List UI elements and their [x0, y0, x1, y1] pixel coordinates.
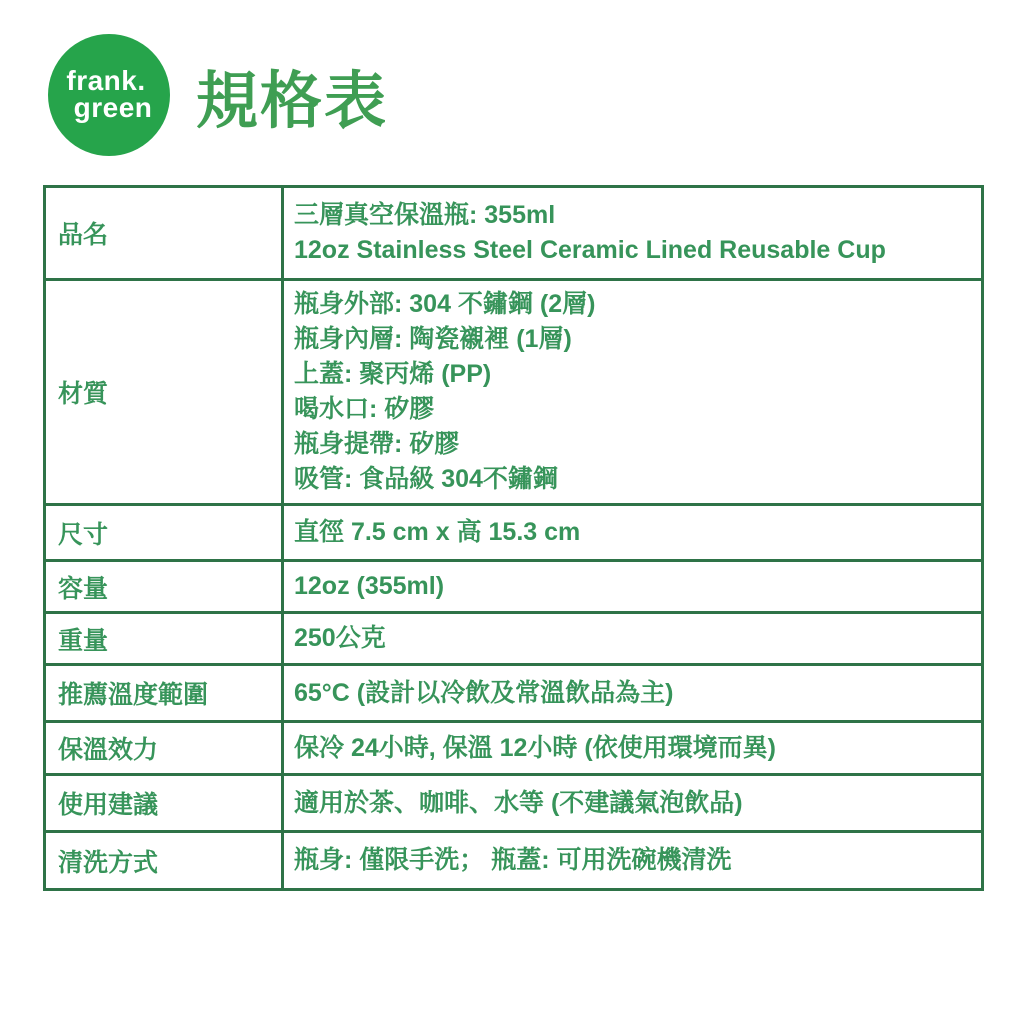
spec-value	[283, 832, 983, 890]
logo-text-frank: frank.	[66, 65, 146, 97]
spec-value	[283, 187, 983, 280]
spec-value	[283, 280, 983, 505]
spec-value-line: 保冷 24小時, 保溫 12小時 (依使用環境而異)	[294, 733, 776, 762]
spec-value-line: 12oz (355ml)	[294, 572, 445, 600]
spec-value-line: 喝水口: 矽膠	[294, 395, 435, 423]
spec-value-line: 吸管: 食品級 304不鏽鋼	[294, 465, 558, 493]
header	[48, 34, 388, 156]
spec-value-line: 適用於茶、咖啡、水等 (不建議氣泡飲品)	[294, 788, 743, 817]
spec-label: 重量	[45, 613, 283, 665]
spec-label: 品名	[45, 187, 283, 280]
spec-row-weight	[45, 613, 983, 665]
spec-row-cleaning	[45, 832, 983, 890]
spec-row-materials	[45, 280, 983, 505]
spec-value	[283, 665, 983, 722]
spec-value-line: 直徑 7.5 cm x 高 15.3 cm	[294, 518, 581, 546]
spec-value-line: 上蓋: 聚丙烯 (PP)	[294, 360, 492, 388]
logo-text-green: green	[73, 92, 153, 123]
spec-value-line: 瓶身外部: 304 不鏽鋼 (2層)	[294, 290, 596, 318]
spec-value	[283, 613, 983, 665]
spec-label: 材質	[45, 280, 283, 505]
spec-value-line: 瓶身: 僅限手洗； 瓶蓋: 可用洗碗機清洗	[294, 846, 732, 874]
spec-row-usage-advice	[45, 775, 983, 832]
page-title: 規格表	[196, 66, 389, 136]
spec-label: 容量	[45, 561, 283, 613]
spec-value	[283, 505, 983, 561]
spec-value-line: 三層真空保溫瓶: 355ml	[294, 201, 556, 229]
spec-value	[283, 775, 983, 832]
spec-row-temperature-range	[45, 665, 983, 722]
frank-green-logo	[48, 34, 170, 156]
spec-row-product-name	[45, 187, 983, 280]
spec-row-insulation	[45, 722, 983, 775]
spec-label: 保溫效力	[45, 722, 283, 775]
spec-label: 推薦溫度範圍	[45, 665, 283, 722]
spec-value-line: 12oz Stainless Steel Ceramic Lined Reusable Cup	[294, 236, 886, 264]
spec-row-dimensions	[45, 505, 983, 561]
spec-label: 清洗方式	[45, 832, 283, 890]
spec-table	[43, 185, 984, 891]
spec-label: 使用建議	[45, 775, 283, 832]
spec-value	[283, 561, 983, 613]
spec-value-line: 瓶身提帶: 矽膠	[294, 430, 460, 458]
spec-value-line: 瓶身內層: 陶瓷襯裡 (1層)	[294, 325, 572, 353]
spec-value-line: 65°C (設計以冷飲及常溫飲品為主)	[294, 678, 674, 707]
spec-value-line: 250公克	[294, 624, 386, 652]
spec-value	[283, 722, 983, 775]
spec-label: 尺寸	[45, 505, 283, 561]
spec-row-capacity	[45, 561, 983, 613]
